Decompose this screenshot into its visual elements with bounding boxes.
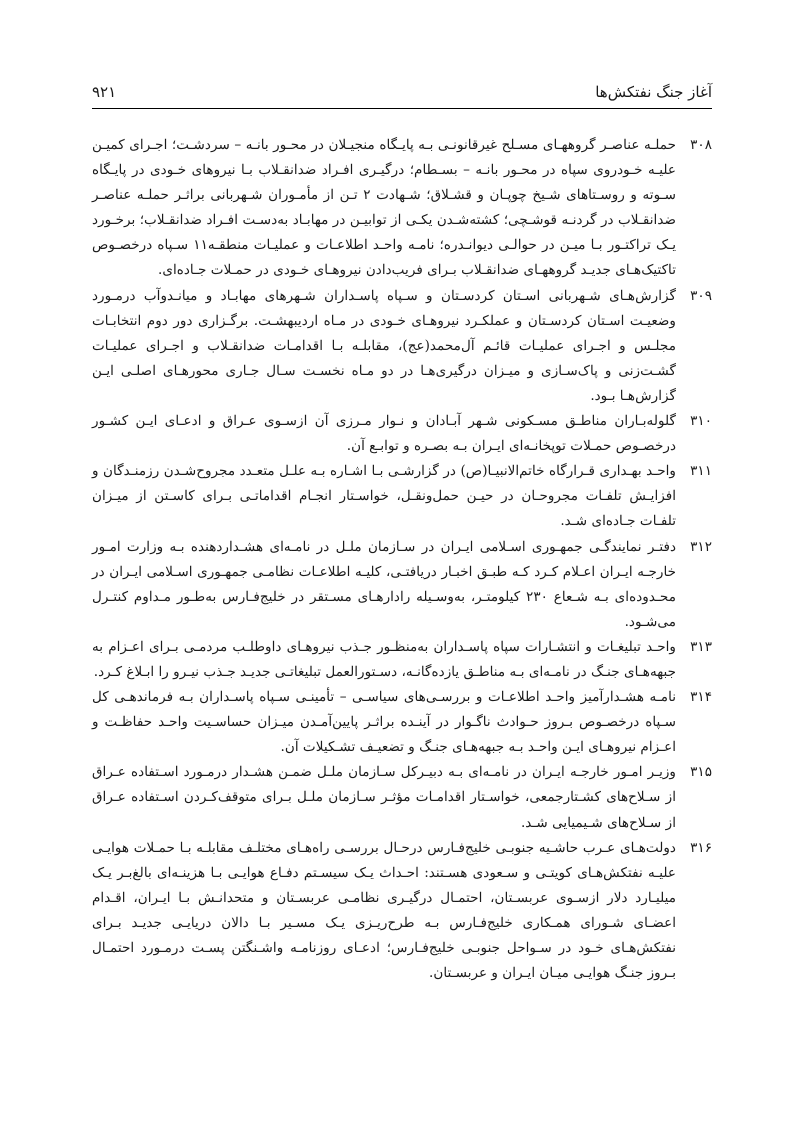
entry-316 bbox=[92, 836, 712, 987]
entry-308 bbox=[92, 133, 712, 284]
entry-310 bbox=[92, 409, 712, 459]
entry-number: ۳۱۰ bbox=[690, 413, 712, 430]
entry-309 bbox=[92, 284, 712, 409]
entry-312 bbox=[92, 535, 712, 635]
entry-text: گزارش‌هـای شـهربانی اسـتان کردسـتان و سـپاه پاسـداران شـهرهای مهابـاد و میانـدوآب درمـورد وضعیـت اسـتان کردسـتان و عملکـرد نیروهـای خـودی در مـاه اردیبهشـت. برگـزاری دور دوم انتخابـات مجلـس و اجـرای عملیـات قائـم آل‌محمد(عج)، مقابلـه بـا اقدامـات ضدانقـلاب و اجـرای عملیـات گشـت‌زنی و پاک‌سـازی و میـزان درگیری‌هـا در دو مـاه نخسـت سـال جـاری محورهـای اصلـی ایـن گزارش‌هـا بـود. bbox=[92, 287, 676, 404]
page-number: ۹۲۱ bbox=[92, 83, 117, 101]
entry-text: حملـه عناصـر گروههـای مسـلح غیرقانونـی بـه پایـگاه منجیـلان در محـور بانـه – سردشـت؛ اجـرای کمیـن علیـه خـودروی سپاه در محـور بانـه – بسـطام؛ درگیـری افـراد ضدانقـلاب بـا نیروهای خـودی در پایـگاه سـوته و روسـتاهای شـیخ چوپـان و قشـلاق؛ شـهادت ۲ تـن از مأمـوران شـهربانی براثـر حملـه عناصـر ضدانقـلاب در گردنـه قوشـچی؛ کشته‌شـدن یکـی از توابیـن در مهابـاد به‌دسـت افـراد ضدانقـلاب؛ برخـورد یـک تراکتـور بـا میـن در حوالـی دیوانـدره؛ نامـه واحـد اطلاعـات و عملیـات منطقـه۱۱ سـپاه درخصـوص تاکتیک‌هـای جدیـد گروههـای ضدانقـلاب بـرای فریب‌دادن نیروهـای خـودی در حمـلات جـاده‌ای. bbox=[92, 137, 676, 279]
entry-number: ۳۱۳ bbox=[690, 638, 712, 655]
entry-text: دولت‌هـای عـرب حاشـیه جنوبـی خلیج‌فـارس درحـال بررسـی راه‌هـای مختلـف مقابلـه بـا حمـلات هوایـی علیـه نفتکش‌هـای کویتـی و سـعودی هسـتند: احـداث یـک سیسـتم دفـاع هوایـی بـا هزینـه‌ای بالغ‌بـر یـک میلیـارد دلار ازسـوی عربسـتان، احتمـال درگیـری نظامـی عربسـتان و متحدانـش بـا ایـران، اقـدام اعضـای شـورای همـکاری خلیج‌فـارس بـه طرح‌ریـزی یـک مسـیر بـا دالان دریایـی جدیـد بـرای نفتکش‌هـای خـود در سـواحل جنوبـی خلیج‌فـارس؛ ادعـای روزنامـه واشـنگتن پسـت درمـورد احتمـال بـروز جنـگ هوایـی میـان ایـران و عربسـتان. bbox=[92, 839, 676, 982]
entry-311 bbox=[92, 459, 712, 534]
entry-number: ۳۱۶ bbox=[690, 839, 712, 856]
entry-text: نامـه هشـدارآمیز واحـد اطلاعـات و بررسـی‌های سیاسـی – تأمینـی سـپاه پاسـداران بـه فرماندهـی کل سـپاه درخصـوص بـروز حـوادث ناگـوار در آینـده براثـر پایین‌آمـدن میـزان حساسـیت واحـد حفاظـت و اعـزام نیروهـای ایـن واحـد بـه جبهه‌هـای جنـگ و تضعیـف تشـکیلات آن. bbox=[92, 689, 676, 756]
entry-313 bbox=[92, 635, 712, 685]
entry-315 bbox=[92, 760, 712, 835]
entry-text: گلوله‌بـاران مناطـق مسـکونی شـهر آبـادان و نـوار مـرزی آن ازسـوی عـراق و ادعـای ایـن کشـور درخصـوص حمـلات توپخانـه‌ای ایـران بـه بصـره و توابـع آن. bbox=[92, 413, 676, 455]
entry-list bbox=[92, 133, 712, 986]
entry-number: ۳۱۲ bbox=[690, 538, 712, 555]
document-page bbox=[92, 82, 712, 986]
chapter-title: آغاز جنگ نفتکش‌ها bbox=[595, 83, 712, 101]
running-header bbox=[92, 82, 712, 109]
entry-number: ۳۱۴ bbox=[690, 689, 712, 706]
entry-number: ۳۰۸ bbox=[690, 137, 712, 153]
entry-text: وزیـر امـور خارجـه ایـران در نامـه‌ای بـه دبیـرکل سـازمان ملـل ضمـن هشـدار درمـورد اسـتفاده عـراق از سـلاح‌های کشـتارجمعی، خواسـتار اقدامـات مؤثـر سـازمان ملـل بـرای متوقف‌کـردن اسـتفاده عـراق از سـلاح‌های شـیمیایی شـد. bbox=[92, 764, 676, 831]
entry-number: ۳۰۹ bbox=[690, 287, 712, 304]
entry-314 bbox=[92, 685, 712, 760]
entry-number: ۳۱۱ bbox=[690, 463, 712, 480]
entry-text: دفتـر نمایندگـی جمهـوری اسـلامی ایـران در سـازمان ملـل در نامـه‌ای هشـداردهنده بـه وزارت امـور خارجـه ایـران اعـلام کـرد کـه طبـق اخبـار دریافتـی، کلیـه اطلاعـات نظامـی جمهـوری اسـلامی ایـران در محـدوده‌ای بـه شـعاع ۲۳۰ کیلومتـر، به‌وسـیله رادارهـای مسـتقر در خلیج‌فـارس به‌طـور مـداوم کنتـرل می‌شـود. bbox=[92, 538, 676, 630]
entry-text: واحـد تبلیغـات و انتشـارات سپاه پاسـداران به‌منظـور جـذب نیروهـای داوطلـب مردمـی بـرای اعـزام به جبهه‌هـای جنـگ در نامـه‌ای بـه مناطـق یازده‌گانـه، دسـتورالعمل تبلیغاتـی جدیـد جـذب نیـرو را ابـلاغ کـرد. bbox=[92, 638, 676, 680]
entry-text: واحـد بهـداری قـرارگاه خاتم‌الانبیـا(ص) در گزارشـی بـا اشـاره بـه علـل متعـدد مجروح‌شـدن رزمنـدگان و افزایـش تلفـات مجروحـان در حیـن حمل‌ونقـل، خواسـتار انجـام اقداماتـی بـرای کاسـتن از میـزان تلفـات جـاده‌ای شـد. bbox=[92, 463, 676, 530]
entry-number: ۳۱۵ bbox=[690, 764, 712, 781]
